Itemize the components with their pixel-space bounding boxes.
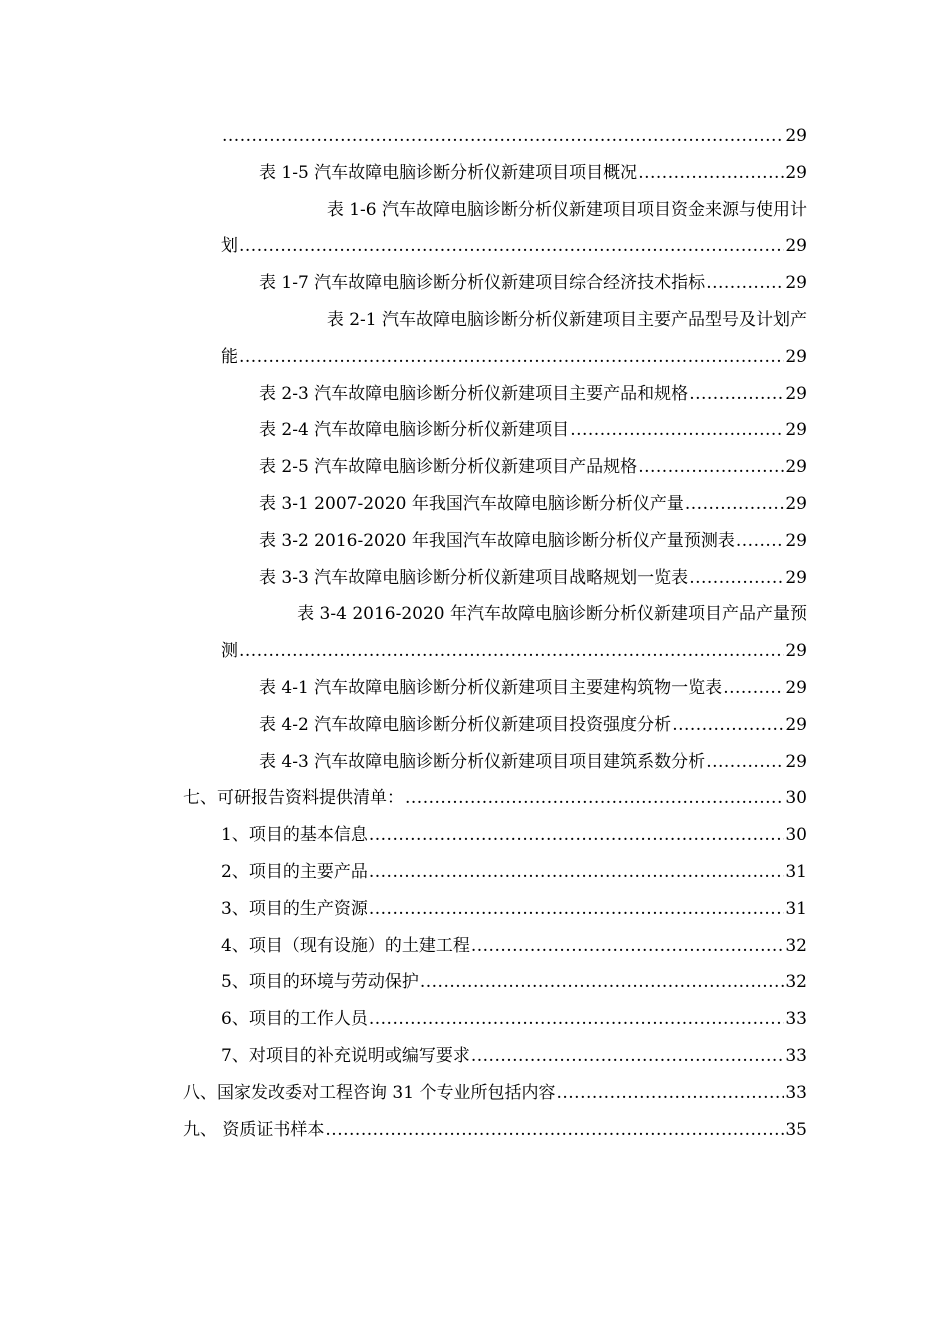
toc-page-number: 32 (785, 972, 807, 993)
toc-line[interactable] (0, 486, 950, 523)
toc-dot-leader (239, 633, 784, 670)
toc-line[interactable] (0, 964, 950, 1001)
toc-page-number: 31 (785, 898, 807, 919)
toc-entry-label: 表 1-5 汽车故障电脑诊断分析仪新建项目项目概况 (259, 162, 638, 183)
toc-page-number: 29 (785, 677, 807, 698)
toc-dot-leader (723, 670, 784, 707)
toc-entry[interactable] (221, 1001, 807, 1038)
toc-entry[interactable] (297, 596, 807, 633)
toc-entry-label: 表 3-3 汽车故障电脑诊断分析仪新建项目战略规划一览表 (259, 567, 689, 588)
toc-entry-label: 表 3-4 2016-2020 年汽车故障电脑诊断分析仪新建项目产品产量预 (297, 604, 807, 625)
toc-entry[interactable] (259, 560, 807, 597)
toc-dot-leader (471, 928, 785, 965)
toc-page-number: 35 (785, 1119, 807, 1140)
toc-dot-leader (706, 265, 784, 302)
toc-entry-label: 表 1-7 汽车故障电脑诊断分析仪新建项目综合经济技术指标 (259, 273, 706, 294)
toc-entry[interactable] (183, 780, 807, 817)
toc-entry[interactable] (221, 964, 807, 1001)
toc-page-number: 30 (785, 788, 807, 809)
toc-entry-label: 1、项目的基本信息 (221, 825, 368, 846)
toc-entry[interactable] (259, 523, 807, 560)
toc-entry-label: 划 (221, 236, 238, 257)
toc-line[interactable] (0, 1075, 950, 1112)
toc-entry[interactable] (183, 1075, 807, 1112)
toc-line[interactable] (0, 780, 950, 817)
toc-dot-leader (369, 854, 785, 891)
toc-dot-leader (638, 449, 784, 486)
toc-line[interactable] (0, 596, 950, 633)
toc-entry[interactable] (221, 339, 807, 376)
toc-entry-label: 七、可研报告资料提供清单： (183, 788, 404, 809)
toc-entry[interactable] (259, 376, 807, 413)
toc-line[interactable] (0, 412, 950, 449)
toc-line[interactable] (0, 891, 950, 928)
toc-entry[interactable] (327, 302, 807, 339)
toc-entry[interactable] (221, 633, 807, 670)
toc-entry-label: 表 1-6 汽车故障电脑诊断分析仪新建项目项目资金来源与使用计 (326, 199, 807, 220)
toc-line[interactable] (0, 118, 950, 155)
toc-entry-label: 5、项目的环境与劳动保护 (221, 972, 419, 993)
toc-entry[interactable] (327, 192, 807, 229)
toc-entry-label: 4、项目（现有设施）的土建工程 (221, 935, 470, 956)
toc-line[interactable] (0, 302, 950, 339)
toc-entry[interactable] (259, 155, 807, 192)
toc-entry[interactable] (221, 817, 807, 854)
toc-dot-leader (638, 155, 784, 192)
toc-dot-leader (672, 707, 784, 744)
toc-line[interactable] (0, 339, 950, 376)
toc-page-number: 33 (785, 1045, 807, 1066)
toc-entry[interactable] (259, 265, 807, 302)
toc-page-number: 29 (785, 530, 807, 551)
toc-entry[interactable] (259, 449, 807, 486)
toc-entry[interactable] (259, 412, 807, 449)
toc-line[interactable] (0, 265, 950, 302)
toc-line[interactable] (0, 633, 950, 670)
toc-line[interactable] (0, 523, 950, 560)
toc-page-number: 29 (785, 420, 807, 441)
toc-entry-label: 表 2-3 汽车故障电脑诊断分析仪新建项目主要产品和规格 (259, 383, 689, 404)
table-of-contents (0, 118, 950, 1148)
toc-line[interactable] (0, 928, 950, 965)
toc-page-number: 31 (785, 861, 807, 882)
toc-page-number: 29 (785, 236, 807, 257)
toc-entry-label: 2、项目的主要产品 (221, 861, 368, 882)
toc-dot-leader (369, 891, 785, 928)
toc-entry[interactable] (221, 928, 807, 965)
toc-page-number: 29 (785, 346, 807, 367)
toc-entry-label: 表 3-1 2007-2020 年我国汽车故障电脑诊断分析仪产量 (259, 493, 684, 514)
toc-entry[interactable] (221, 891, 807, 928)
toc-dot-leader (325, 1112, 784, 1149)
toc-dot-leader (471, 1038, 785, 1075)
toc-entry[interactable] (221, 118, 807, 155)
toc-dot-leader (369, 1001, 785, 1038)
toc-line[interactable] (0, 1038, 950, 1075)
toc-dot-leader (689, 376, 784, 413)
toc-page-number: 29 (785, 457, 807, 478)
toc-page-number: 30 (785, 825, 807, 846)
toc-page-number: 29 (785, 567, 807, 588)
toc-line[interactable] (0, 560, 950, 597)
toc-dot-leader (556, 1075, 784, 1112)
toc-line[interactable] (0, 449, 950, 486)
toc-line[interactable] (0, 1112, 950, 1149)
toc-dot-leader (420, 964, 785, 1001)
toc-entry-label: 表 3-2 2016-2020 年我国汽车故障电脑诊断分析仪产量预测表 (259, 530, 735, 551)
toc-page-number: 29 (785, 383, 807, 404)
toc-entry[interactable] (221, 854, 807, 891)
toc-line[interactable] (0, 817, 950, 854)
toc-page-number: 29 (785, 493, 807, 514)
toc-line[interactable] (0, 670, 950, 707)
toc-dot-leader (222, 118, 784, 155)
toc-line[interactable] (0, 1001, 950, 1038)
toc-entry[interactable] (259, 670, 807, 707)
toc-line[interactable] (0, 744, 950, 781)
toc-page-number: 33 (785, 1082, 807, 1103)
toc-dot-leader (369, 817, 785, 854)
toc-page-number: 29 (785, 126, 807, 146)
toc-page-number: 29 (785, 751, 807, 772)
toc-entry-label: 测 (221, 641, 238, 662)
toc-line[interactable] (0, 376, 950, 413)
toc-dot-leader (570, 412, 784, 449)
toc-line[interactable] (0, 192, 950, 229)
toc-page-number: 29 (785, 714, 807, 735)
toc-line[interactable] (0, 228, 950, 265)
toc-entry[interactable] (221, 228, 807, 265)
toc-entry-label: 表 4-3 汽车故障电脑诊断分析仪新建项目项目建筑系数分析 (259, 751, 706, 772)
toc-page-number: 29 (785, 273, 807, 294)
toc-entry[interactable] (259, 744, 807, 781)
toc-page-number: 29 (785, 641, 807, 662)
toc-page-number: 33 (785, 1009, 807, 1030)
toc-dot-leader (405, 780, 784, 817)
toc-entry-label: 表 4-2 汽车故障电脑诊断分析仪新建项目投资强度分析 (259, 714, 672, 735)
toc-dot-leader (689, 560, 784, 597)
toc-page-number: 32 (785, 935, 807, 956)
toc-entry-label: 能 (221, 346, 238, 367)
toc-entry[interactable] (259, 707, 807, 744)
toc-dot-leader (736, 523, 785, 560)
toc-entry-label: 7、对项目的补充说明或编写要求 (221, 1045, 470, 1066)
toc-line[interactable] (0, 854, 950, 891)
toc-entry-label: 表 2-5 汽车故障电脑诊断分析仪新建项目产品规格 (259, 457, 638, 478)
toc-line[interactable] (0, 155, 950, 192)
toc-entry-label: 表 2-1 汽车故障电脑诊断分析仪新建项目主要产品型号及计划产 (326, 309, 807, 330)
toc-dot-leader (706, 744, 784, 781)
toc-entry[interactable] (183, 1112, 807, 1149)
toc-entry-label: 表 2-4 汽车故障电脑诊断分析仪新建项目 (259, 420, 570, 441)
toc-entry-label: 八、国家发改委对工程咨询 31 个专业所包括内容 (183, 1082, 556, 1103)
toc-page-number: 29 (785, 162, 807, 183)
toc-dot-leader (239, 228, 784, 265)
toc-line[interactable] (0, 707, 950, 744)
toc-dot-leader (239, 339, 784, 376)
toc-entry-label: 表 4-1 汽车故障电脑诊断分析仪新建项目主要建构筑物一览表 (259, 677, 723, 698)
toc-dot-leader (685, 486, 785, 523)
toc-entry-label: 3、项目的生产资源 (221, 898, 368, 919)
toc-entry-label: 6、项目的工作人员 (221, 1009, 368, 1030)
toc-entry-label: 九、 资质证书样本 (183, 1119, 325, 1140)
toc-entry[interactable] (221, 1038, 807, 1075)
toc-entry[interactable] (259, 486, 807, 523)
